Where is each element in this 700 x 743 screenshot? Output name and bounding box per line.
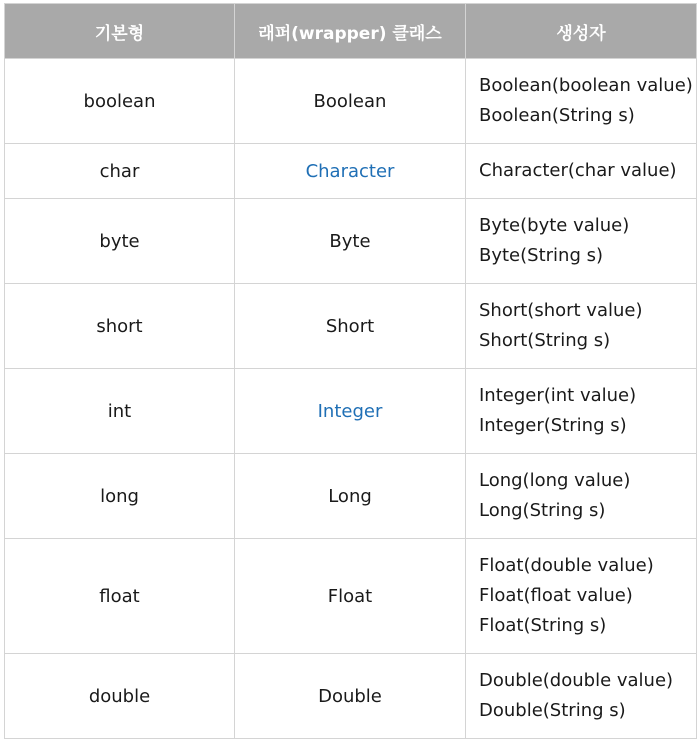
table-row-int: [5, 369, 697, 454]
constructor-cell: [466, 199, 697, 284]
wrapper-cell: Double: [235, 654, 466, 739]
table-row-byte: [5, 199, 697, 284]
constructor-line: Double(double value): [479, 670, 674, 691]
primitive-cell: short: [5, 284, 235, 369]
constructor-cell: [466, 454, 697, 539]
wrapper-cell: Short: [235, 284, 466, 369]
header-constructor: 생성자: [466, 4, 697, 59]
table-row-double: [5, 654, 697, 739]
constructor-line: Float(double value): [479, 555, 654, 576]
constructor-cell: [466, 539, 697, 654]
constructor-line: Byte(String s): [479, 245, 603, 266]
constructor-cell: [466, 59, 697, 144]
constructor-cell: [466, 369, 697, 454]
header-wrapper: 래퍼(wrapper) 클래스: [235, 4, 466, 59]
constructor-line: Byte(byte value): [479, 215, 630, 236]
constructor-line: Character(char value): [479, 160, 677, 181]
constructor-cell: [466, 654, 697, 739]
primitive-cell: float: [5, 539, 235, 654]
wrapper-link-integer[interactable]: Integer: [317, 400, 383, 422]
wrapper-cell[interactable]: [235, 144, 466, 199]
constructor-line: Float(String s): [479, 615, 607, 636]
constructor-line: Float(float value): [479, 585, 633, 606]
primitive-cell: int: [5, 369, 235, 454]
constructor-line: Integer(String s): [479, 415, 627, 436]
constructor-line: Boolean(String s): [479, 105, 635, 126]
wrapper-cell: Float: [235, 539, 466, 654]
wrapper-class-table: [4, 3, 697, 739]
constructor-line: Short(short value): [479, 300, 643, 321]
table-row-float: [5, 539, 697, 654]
primitive-cell: long: [5, 454, 235, 539]
primitive-cell: boolean: [5, 59, 235, 144]
wrapper-cell: Boolean: [235, 59, 466, 144]
constructor-line: Short(String s): [479, 330, 611, 351]
table-row-short: [5, 284, 697, 369]
constructor-cell: [466, 144, 697, 199]
wrapper-link-character[interactable]: Character: [305, 160, 395, 182]
table-row-long: [5, 454, 697, 539]
table-row-boolean: [5, 59, 697, 144]
primitive-cell: char: [5, 144, 235, 199]
primitive-cell: byte: [5, 199, 235, 284]
constructor-line: Long(String s): [479, 500, 606, 521]
constructor-line: Long(long value): [479, 470, 631, 491]
constructor-line: Integer(int value): [479, 385, 637, 406]
wrapper-cell: Long: [235, 454, 466, 539]
constructor-line: Double(String s): [479, 700, 626, 721]
primitive-cell: double: [5, 654, 235, 739]
header-row: [5, 4, 697, 59]
constructor-cell: [466, 284, 697, 369]
wrapper-cell: Byte: [235, 199, 466, 284]
constructor-line: Boolean(boolean value): [479, 75, 693, 96]
header-primitive: 기본형: [5, 4, 235, 59]
wrapper-cell[interactable]: [235, 369, 466, 454]
table-row-char: [5, 144, 697, 199]
